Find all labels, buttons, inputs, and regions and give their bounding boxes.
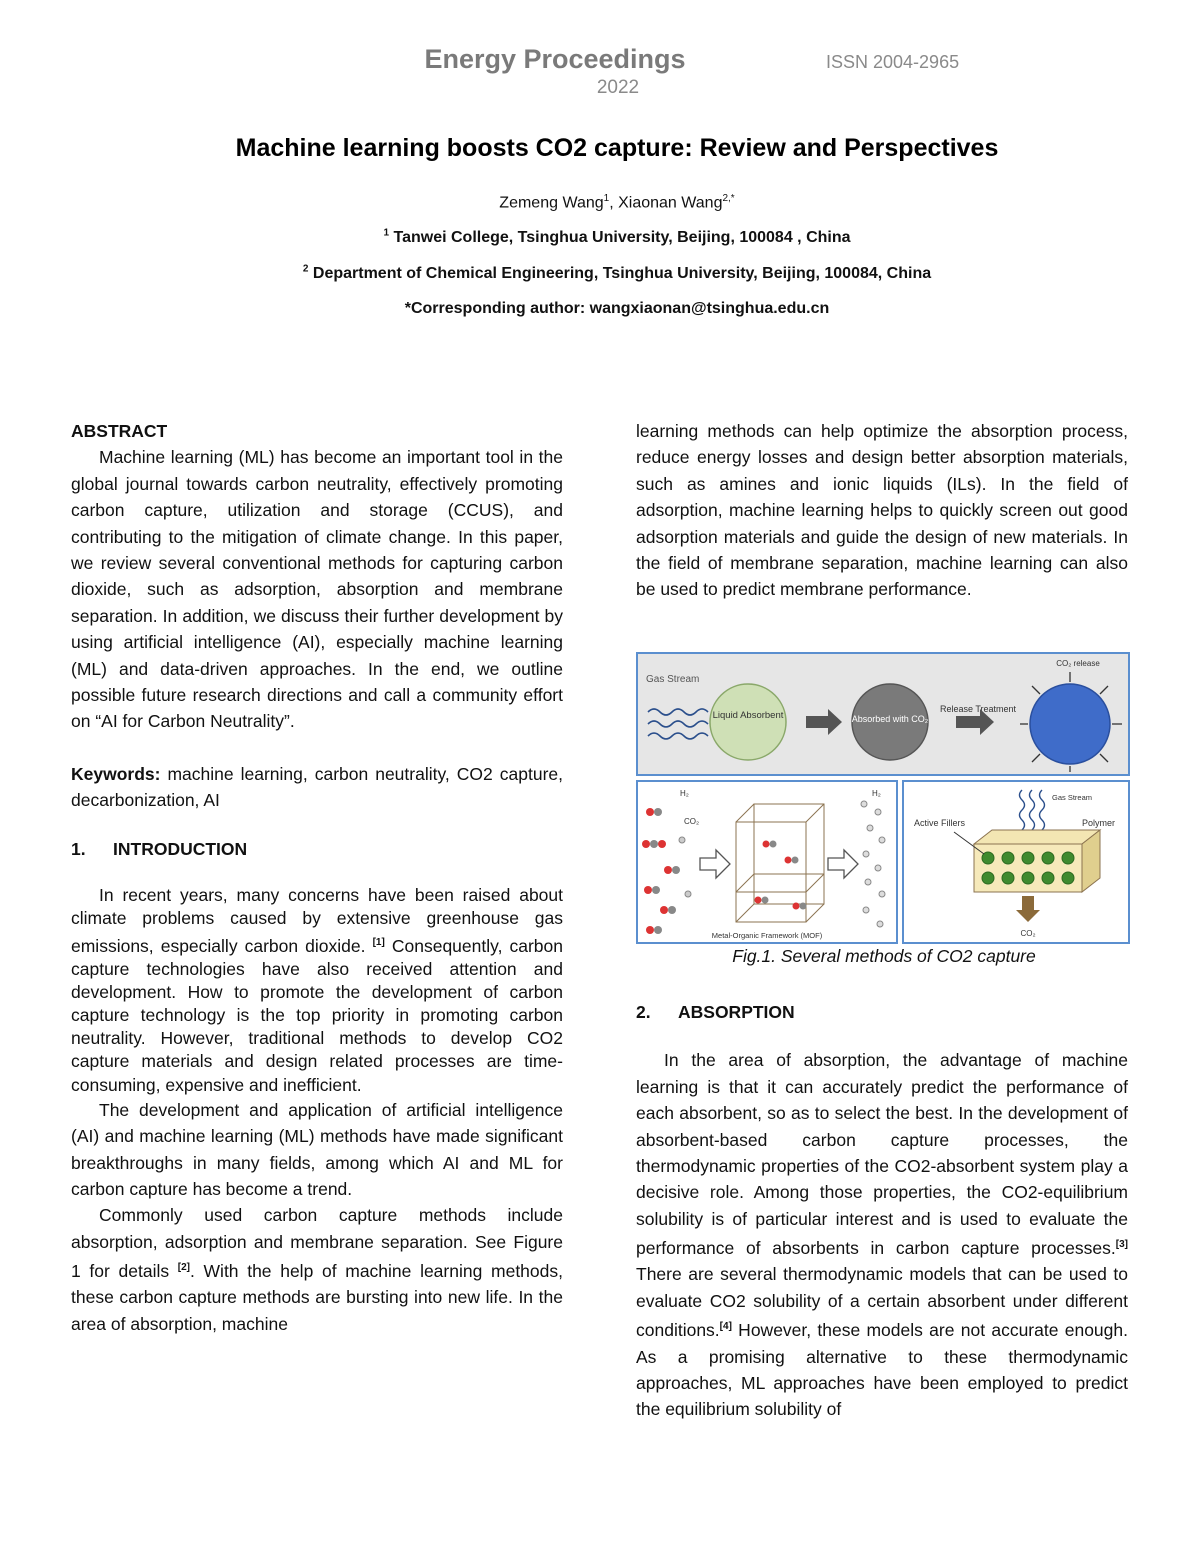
paper-title: Machine learning boosts CO2 capture: Review and Perspectives: [235, 134, 999, 162]
figure-caption: Fig.1. Several methods of CO2 capture: [732, 946, 1036, 966]
co2-release-label: CO₂ release: [1056, 659, 1100, 668]
keywords-text: machine learning, carbon neutrality, CO2 capture, decarbonization, AI: [71, 763, 563, 811]
affiliation-1-text: Tanwei College, Tsinghua University, Beijing, 100084 , China: [393, 229, 851, 247]
membrane-top-face: [974, 830, 1100, 844]
author-2-sup: 2,*: [722, 193, 735, 204]
liquid-absorbent-label: Liquid Absorbent: [712, 710, 784, 721]
corresponding-author: [0, 300, 1200, 318]
co2-release-circle: [1030, 684, 1110, 764]
figure-adsorption-panel: [636, 780, 898, 944]
abstract-heading: ABSTRACT: [71, 421, 168, 441]
adsorption-arrow-right-icon: [828, 850, 858, 878]
gas-stream-label: Gas Stream: [646, 674, 700, 685]
co2-out-arrow-icon: [1016, 896, 1040, 922]
keywords: [71, 761, 563, 814]
liquid-absorbent-circle: [710, 684, 786, 760]
molecules-left: [642, 808, 691, 934]
section-1-title: INTRODUCTION: [113, 838, 248, 859]
right-column-top: [636, 418, 1128, 603]
molecules-trapped: [755, 841, 807, 910]
left-column: [71, 418, 563, 1337]
author-2: Xiaonan Wang: [618, 194, 723, 212]
citation-3: [3]: [1115, 1239, 1128, 1251]
abstract-text: Machine learning (ML) has become an important tool in the global journal towards carbon neutrality, effectively promoting carbon capture, utilization and storage (CCUS), and contributing to the mitigation of climate change. In this paper, we review several conventional methods for capturing carbon dioxide, such as adsorption, absorption and membrane separation. In addition, we discuss their further development by using artificial intelligence (AI), especially machine learning (ML) and data-driven approaches. In the end, we outline possible future research directions and call a community effort on “AI for Carbon Neutrality”.: [71, 447, 563, 732]
gas-stream-label-2: Gas Stream: [1052, 793, 1093, 802]
release-treatment-label: Release Treatment: [939, 704, 1017, 714]
mof-framework: [736, 804, 824, 922]
figure-absorption-panel: [636, 652, 1130, 776]
membrane-front-face: [974, 844, 1082, 892]
issn: ISSN 2004-2965: [826, 52, 960, 72]
gas-wave-2: [648, 721, 708, 727]
arrow-icon: [806, 709, 842, 735]
section-1-heading: [71, 836, 563, 862]
affiliation-2-text: Department of Chemical Engineering, Tsinghua University, Beijing, 100084, China: [312, 265, 932, 283]
mof-label: Metal-Organic Framework (MOF): [711, 931, 823, 940]
journal-year: 2022: [596, 77, 640, 98]
section-2-number: 2.: [636, 1002, 651, 1022]
author-separator: ,: [609, 194, 619, 212]
gas-stream-waves: [1020, 790, 1045, 830]
co2-label: CO₂: [684, 817, 700, 826]
active-fillers-label: Active Fillers: [914, 818, 966, 828]
section-2-heading: [636, 999, 1128, 1025]
intro-paragraph-1: In recent years, many concerns have been raised about climate problems caused by extensive greenhouse gas emissions, especially carbon dioxide. [1] Consequently, carbon capture technologies have also received attention and development. How to promote the development of carbon capture technology is the top priority in promoting carbon neutrality. However, traditional methods to develop CO2 capture materials and design related processes are time-consuming, expensive and inefficient.: [71, 885, 563, 1095]
h2-label: H₂: [680, 789, 689, 798]
keywords-label: Keywords:: [71, 763, 161, 784]
right-column-paragraph: learning methods can help optimize the absorption process, reduce energy losses and design better absorption materials, such as amines and ionic liquids (ILs). In the field of adsorption, machine learning helps to quickly screen out good adsorption materials and guide the design of new materials. In the field of membrane separation, machine learning can also be used to predict membrane performance.: [636, 421, 1128, 600]
figure-membrane-panel: [902, 780, 1130, 944]
absorption-paragraph: In the area of absorption, the advantage of machine learning is that it can accurately predict the performance of each absorbent, so as to select the best. In the development of absorbent-based carbon capture processes, the thermodynamic properties of the CO2-absorbent system play a decisive role. Among those properties, the CO2-equilibrium solubility is of particular interest and is used to evaluate the performance of absorbents in carbon capture processes.[3] There are several thermodynamic models that can be used to evaluate CO2 solubility of a certain absorbent under different conditions.[4] However, these models are not accurate enough. As a promising alternative to these thermodynamic approaches, ML approaches have been employed to predict the equilibrium solubility of: [636, 1050, 1128, 1420]
journal-name: Energy Proceedings: [424, 44, 686, 74]
section-2-title: ABSORPTION: [678, 1002, 795, 1022]
author-line: [0, 193, 1200, 212]
citation-1: [1]: [372, 936, 385, 948]
right-column-bottom: [636, 999, 1128, 1423]
corresponding-author-text: *Corresponding author: wangxiaonan@tsinghua.edu.cn: [404, 300, 830, 317]
intro-paragraph-3: Commonly used carbon capture methods include absorption, adsorption and membrane separation. See Figure 1 for details [2]. With the help of machine learning methods, these carbon capture methods are bursting into new life. In the area of absorption, machine: [71, 1205, 563, 1334]
co2-out-label: CO₂: [1020, 929, 1036, 938]
polymer-label: Polymer: [1082, 818, 1116, 828]
affiliation-1: [0, 228, 1200, 247]
absorbed-label: Absorbed with CO₂: [851, 714, 929, 724]
figure-1: [636, 652, 1130, 944]
intro-paragraph-2: The development and application of artificial intelligence (AI) and machine learning (ML) methods have made significant breakthroughs in many fields, among which AI and ML for carbon capture has become a trend.: [71, 1099, 563, 1199]
citation-2: [2]: [177, 1262, 190, 1274]
gas-wave-1: [648, 709, 708, 715]
affiliation-2-sup: 2: [302, 264, 309, 275]
author-1: Zemeng Wang: [499, 194, 604, 212]
affiliation-2: [0, 264, 1200, 283]
affiliation-1-sup: 1: [383, 228, 390, 239]
section-1-number: 1.: [71, 838, 86, 859]
adsorption-arrow-left-icon: [700, 850, 730, 878]
author-1-sup: 1: [603, 193, 610, 204]
citation-4: [4]: [719, 1321, 732, 1333]
gas-wave-3: [648, 733, 708, 739]
h2-label-right: H₂: [872, 789, 881, 798]
molecules-right: [861, 801, 885, 927]
